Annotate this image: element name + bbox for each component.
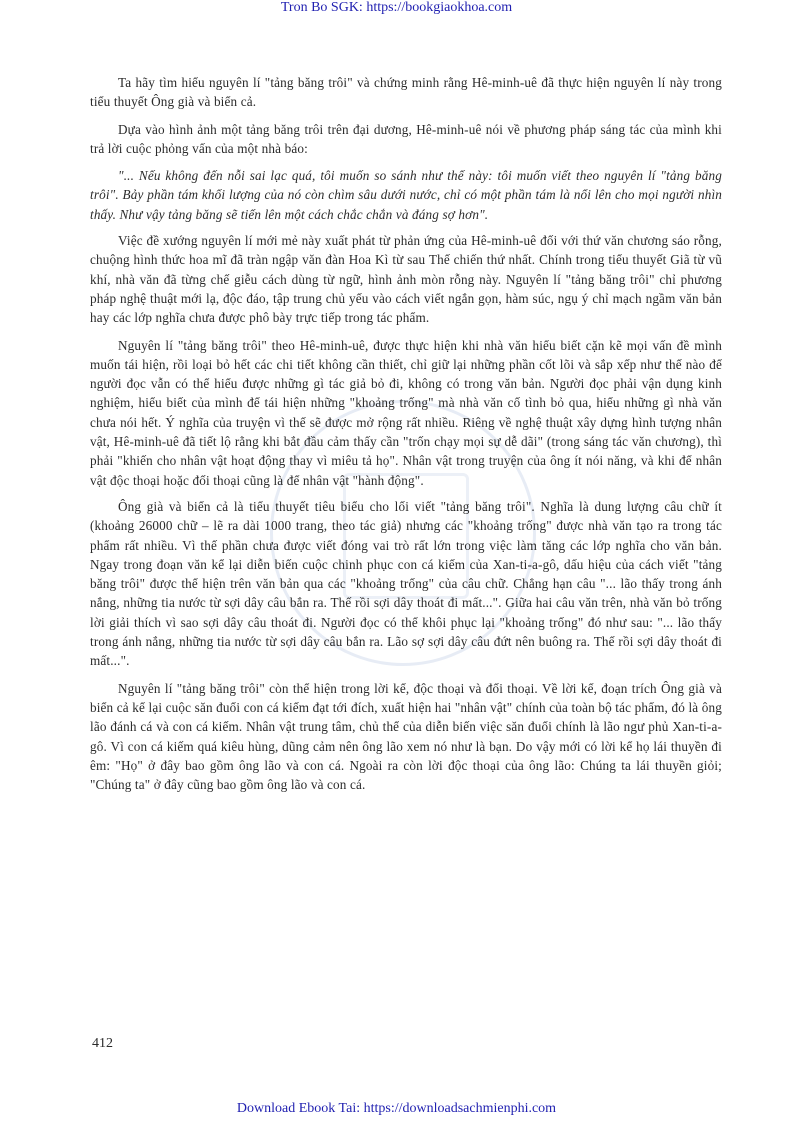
paragraph-narration: Nguyên lí "tảng băng trôi" còn thể hiện trong lời kể, độc thoại và đối thoại. Về lời kể, đoạn trích Ông già và biển cả kể lại cuộc săn đuổi con cá kiếm đạt tới đích, xuất hiện hai "nhân vật" chính của toàn bộ tác phẩm, đó là ông lão đánh cá và con cá kiếm. Nhân vật trung tâm, chủ thể của diễn biến việc săn đuổi chính là lão ngư phủ Xan-ti-a-gô. Vì con cá kiếm quá kiêu hùng, dũng cảm nên ông lão xem nó như là bạn. Do vậy mới có lời kể họ lái thuyền đi êm: "Họ" ở đây bao gồm ông lão và con cá. Ngoài ra còn lời độc thoại của ông lão: Chúng ta lái thuyền giỏi; "Chúng ta" ở đây cũng bao gồm ông lão và con cá. — [90, 680, 722, 793]
page-number: 412 — [92, 1036, 113, 1051]
footer-download-link[interactable]: Download Ebook Tai: https://downloadsachmienphi.com — [236, 1101, 557, 1116]
page-body — [90, 73, 722, 794]
paragraph-principle: Nguyên lí "tảng băng trôi" theo Hê-minh-uê, được thực hiện khi nhà văn hiểu biết cặn kẽ mọi vấn đề mình muốn tái hiện, rồi loại bỏ hết các chi tiết không cần thiết, chỉ giữ lại những phần cốt lõi và sắp xếp như thế nào để người đọc vẫn có thể hiểu được những gì tác giả bỏ đi, không có trong văn bản. Người đọc phải vận dụng kinh nghiệm, hiểu biết của mình để tái hiện những "khoảng trống" mà nhà văn cố tình bỏ qua, hiểu những gì nhà văn chưa nói hết. Ý nghĩa của truyện vì thế sẽ được mở rộng rất nhiều. Riêng về nghệ thuật xây dựng hình tượng nhân vật, Hê-minh-uê đã tiết lộ rằng khi bắt đầu cảm thấy cần "trốn chạy mọi sự dễ dãi" (trong sáng tác văn chương), thì phải "khiến cho nhân vật hoạt động thay vì miêu tả họ". Nhân vật trong truyện của ông ít nói năng, và khi để nhân vật độc thoại hoặc đối thoại cũng là để nhân vật "hành động". — [90, 337, 722, 488]
paragraph-novel: Ông già và biển cả là tiểu thuyết tiêu biểu cho lối viết "tảng băng trôi". Nghĩa là dung lượng câu chữ ít (khoảng 26000 chữ – lẽ ra dài 1000 trang, theo tác giả) nhưng các "khoảng trống" được nhà văn tạo ra trong tác phẩm rất nhiều. Vì thế phần chưa được viết đóng vai trò rất lớn trong việc làm tăng các lớp nghĩa cho văn bản. Ngay trong đoạn văn kể lại diễn biến cuộc chinh phục con cá kiếm của Xan-ti-a-gô, dấu hiệu của cách viết "tảng băng trôi" được thể hiện trên văn bản qua các "khoảng trống" của câu chữ. Chẳng hạn câu "... lão thấy trong ánh nắng, những tia nước từ sợi dây câu bắn ra. Thế rồi sợi dây thoát đi mất...". Giữa hai câu văn trên, nhà văn bỏ trống lời giải thích vì sao sợi dây câu thoát đi. Người đọc có thể khôi phục lại "khoảng trống" đó như sau: "... lão thấy trong ánh nắng, những tia nước từ sợi dây câu bắn ra. Lão sợ sợi dây câu đứt nên buông ra. Thế rồi sợi dây thoát đi mất...". — [90, 498, 722, 669]
paragraph-quote: "... Nếu không đến nỗi sai lạc quá, tôi muốn so sánh như thế này: tôi muốn viết theo nguyên lí "tảng băng trôi". Bảy phần tám khối lượng của nó còn chìm sâu dưới nước, chỉ có một phần tám là nổi lên cho mọi người nhìn thấy. Như vậy tảng băng sẽ tiến lên một cách chắc chắn và đáng sợ hơn". — [90, 168, 722, 222]
paragraph-origin: Việc đề xướng nguyên lí mới mẻ này xuất phát từ phản ứng của Hê-minh-uê đối với thứ văn chương sáo rỗng, chuộng hình thức hoa mĩ đã tràn ngập văn đàn Hoa Kì từ sau Thế chiến thứ nhất. Chính trong tiểu thuyết Giã từ vũ khí, nhà văn đã từng chế giễu cách dùng từ ngữ, hình ảnh mòn rỗng này. Nguyên lí "tảng băng trôi" chỉ phương pháp nghệ thuật mới lạ, độc đáo, tập trung chủ yếu vào cách viết ngắn gọn, hàm súc, ngụ ý chỉ mạch ngầm văn bản hay các lớp nghĩa chưa được phô bày trực tiếp trong tác phẩm. — [90, 233, 722, 326]
paragraph-intro: Ta hãy tìm hiểu nguyên lí "tảng băng trôi" và chứng minh rằng Hê-minh-uê đã thực hiện nguyên lí này trong tiểu thuyết Ông già và biển cả. — [90, 75, 722, 110]
paragraph-method: Dựa vào hình ảnh một tảng băng trôi trên đại dương, Hê-minh-uê nói về phương pháp sáng tác của mình khi trả lời cuộc phỏng vấn của một nhà báo: — [90, 121, 722, 156]
header-source-link[interactable]: Tron Bo SGK: https://bookgiaokhoa.com — [280, 0, 513, 15]
